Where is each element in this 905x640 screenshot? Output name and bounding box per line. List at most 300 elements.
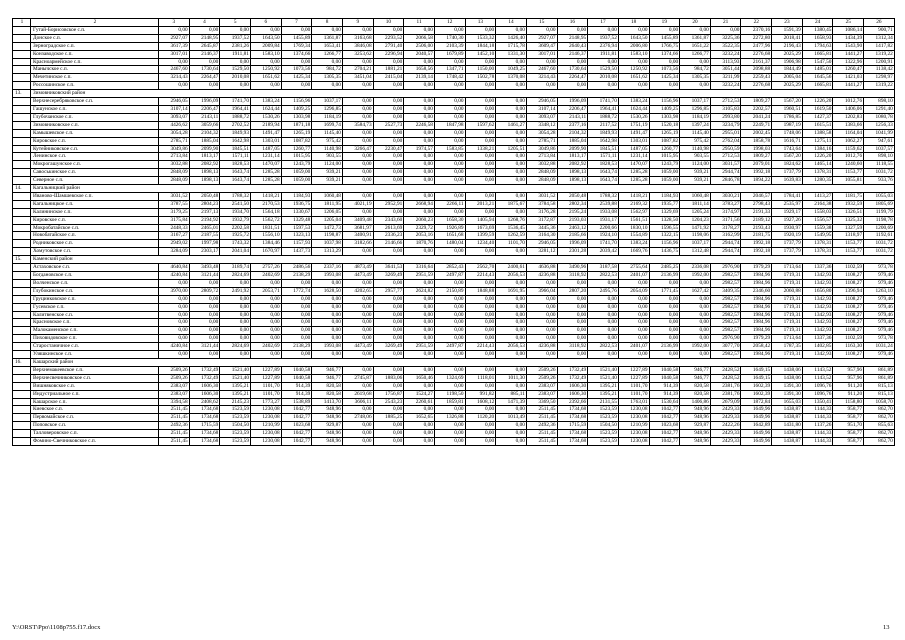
value-cell: 0,00: [496, 177, 527, 185]
value-cell: 2056,53: [496, 343, 527, 351]
value-cell: 3681,97: [342, 224, 373, 232]
value-cell: 1470,07: [618, 161, 649, 169]
value-cell: 1993,08: [312, 343, 343, 351]
value-cell: 0,00: [404, 113, 435, 121]
value-cell: 3232,24: [710, 82, 741, 90]
value-cell: 1639,83: [772, 177, 803, 185]
value-cell: 0,00: [618, 82, 649, 90]
value-cell: 1643,74: [588, 177, 619, 185]
value-cell: 3031,57: [710, 161, 741, 169]
value-cell: 1987,19: [772, 121, 803, 129]
value-cell: 0,00: [710, 26, 741, 34]
value-cell: 2429,33: [710, 414, 741, 422]
value-cell: 0,00: [465, 248, 496, 256]
value-cell: 973,78: [864, 335, 895, 343]
value-cell: 2511,45: [526, 438, 557, 446]
value-cell: 1734,68: [189, 430, 220, 438]
value-cell: 1200,69: [864, 224, 895, 232]
value-cell: 0,00: [250, 311, 281, 319]
value-cell: 3032,88: [526, 161, 557, 169]
value-cell: 0,00: [404, 295, 435, 303]
value-cell: 1658,93: [802, 34, 833, 42]
value-cell: 1927,26: [772, 216, 803, 224]
value-cell: 3105,83: [710, 105, 741, 113]
value-cell: 0,00: [465, 303, 496, 311]
value-cell: 1455,89: [281, 34, 312, 42]
value-cell: 0,00: [618, 303, 649, 311]
value-cell: 0,00: [465, 406, 496, 414]
settlement-name: Глубокинское с.п.: [31, 287, 159, 295]
value-cell: 820,58: [312, 390, 343, 398]
value-cell: 1984,96: [741, 311, 772, 319]
table-row: [13, 311, 895, 319]
value-cell: 1523,59: [220, 438, 251, 446]
value-cell: 958,77: [833, 430, 864, 438]
value-cell: 1763,01: [618, 398, 649, 406]
value-cell: 0,00: [465, 153, 496, 161]
value-cell: 0,00: [189, 82, 220, 90]
value-cell: 1734,68: [189, 406, 220, 414]
row-number: [13, 303, 31, 311]
row-number: [13, 382, 31, 390]
value-cell: 2511,45: [526, 430, 557, 438]
value-cell: 0,00: [404, 98, 435, 106]
value-cell: 1143,52: [802, 366, 833, 374]
value-cell: 1243,79: [281, 161, 312, 169]
value-cell: 2944,74: [710, 248, 741, 256]
value-cell: 1378,31: [802, 169, 833, 177]
row-number: [13, 74, 31, 82]
value-cell: 2539,88: [588, 200, 619, 208]
value-cell: 1055,03: [864, 192, 895, 200]
value-cell: 2276,68: [741, 82, 772, 90]
value-cell: 3522,35: [710, 42, 741, 50]
value-cell: 1342,93: [802, 311, 833, 319]
value-cell: 0,00: [496, 98, 527, 106]
value-cell: 0,00: [373, 430, 404, 438]
value-cell: 0,00: [281, 82, 312, 90]
table-row: [13, 351, 895, 359]
value-cell: 1523,59: [588, 406, 619, 414]
value-cell: 1073,56: [649, 66, 680, 74]
value-cell: 2266,11: [434, 200, 465, 208]
value-cell: 1769,34: [281, 42, 312, 50]
district-name: Кагальницкий район: [31, 185, 895, 193]
value-cell: 0,00: [680, 351, 711, 359]
value-cell: 1679,89: [434, 50, 465, 58]
table-row: [13, 74, 895, 82]
value-cell: 1060,48: [680, 192, 711, 200]
value-cell: 0,00: [434, 295, 465, 303]
value-cell: 0,00: [250, 295, 281, 303]
value-cell: 2679,09: [710, 398, 741, 406]
value-cell: 1732,49: [557, 366, 588, 374]
value-cell: 0,00: [588, 26, 619, 34]
value-cell: 0,00: [649, 82, 680, 90]
value-cell: 2807,20: [557, 287, 588, 295]
value-cell: 1342,93: [802, 303, 833, 311]
value-cell: 1205,04: [312, 216, 343, 224]
table-row: [13, 303, 895, 311]
value-cell: 2370,16: [741, 26, 772, 34]
page-number: 13: [883, 624, 890, 631]
value-cell: 1751,19: [618, 121, 649, 129]
value-cell: 1485,01: [802, 66, 833, 74]
value-cell: 1898,13: [557, 177, 588, 185]
value-cell: 0,00: [250, 335, 281, 343]
value-cell: 2944,74: [710, 169, 741, 177]
value-cell: 1656,80: [802, 287, 833, 295]
value-cell: 1108,27: [833, 327, 864, 335]
row-number: [13, 82, 31, 90]
value-cell: 1993,08: [312, 272, 343, 280]
table-row: [13, 26, 895, 34]
value-cell: 0,00: [281, 279, 312, 287]
value-cell: 1230,08: [618, 430, 649, 438]
value-cell: 0,00: [220, 295, 251, 303]
settlement-name: Малокаменское с.п.: [31, 327, 159, 335]
value-cell: 1523,59: [220, 414, 251, 422]
value-cell: 3451,04: [342, 74, 373, 82]
value-cell: 1041,99: [864, 129, 895, 137]
value-cell: 0,00: [557, 351, 588, 359]
value-cell: 2809,72: [189, 287, 220, 295]
value-cell: 1719,31: [772, 319, 803, 327]
value-cell: 0,00: [159, 26, 190, 34]
value-cell: 1719,31: [772, 303, 803, 311]
value-cell: 1602,39: [741, 382, 772, 390]
value-cell: 3394,58: [159, 398, 190, 406]
settlement-name: Гутай-Борисовское с.п.: [31, 26, 159, 34]
value-cell: 2187,55: [189, 232, 220, 240]
settlement-name: Индустриальное с.п.: [31, 390, 159, 398]
value-cell: 0,00: [189, 319, 220, 327]
value-cell: 2104,32: [189, 129, 220, 137]
value-cell: 0,00: [465, 335, 496, 343]
value-cell: 0,00: [680, 303, 711, 311]
value-cell: 0,00: [496, 192, 527, 200]
value-cell: 1303,98: [649, 113, 680, 121]
value-cell: 3118,92: [557, 272, 588, 280]
value-cell: 0,00: [465, 26, 496, 34]
value-cell: 2467,60: [159, 66, 190, 74]
value-cell: 0,00: [342, 422, 373, 430]
value-cell: 0,00: [404, 58, 435, 66]
value-cell: 2757,26: [250, 264, 281, 272]
column-number: 26: [864, 19, 895, 27]
value-cell: 0,00: [373, 208, 404, 216]
value-cell: 0,00: [557, 279, 588, 287]
value-cell: 0,00: [189, 303, 220, 311]
value-cell: 1227,89: [250, 366, 281, 374]
value-cell: 946,77: [680, 374, 711, 382]
value-cell: 1153,77: [833, 248, 864, 256]
value-cell: 1934,70: [220, 208, 251, 216]
value-cell: 948,96: [312, 438, 343, 446]
row-number: [13, 343, 31, 351]
value-cell: 1624,44: [618, 105, 649, 113]
value-cell: 1012,76: [833, 98, 864, 106]
value-cell: 1062,27: [833, 137, 864, 145]
value-cell: 948,96: [312, 406, 343, 414]
value-cell: 820,58: [312, 382, 343, 390]
value-cell: 1898,13: [189, 169, 220, 177]
column-number: 1: [13, 19, 31, 27]
value-cell: 0,00: [342, 161, 373, 169]
value-cell: 0,00: [557, 82, 588, 90]
value-cell: 0,00: [465, 327, 496, 335]
settlement-name: Красноармейское с.п.: [31, 58, 159, 66]
value-cell: 0,00: [220, 327, 251, 335]
value-cell: 4473,49: [342, 272, 373, 280]
value-cell: 929,87: [312, 422, 343, 430]
value-cell: 0,00: [465, 351, 496, 359]
value-cell: 2624,82: [404, 287, 435, 295]
value-cell: 1828,53: [220, 161, 251, 169]
table-row: [13, 145, 895, 153]
value-cell: 0,00: [588, 351, 619, 359]
value-cell: 3049,86: [526, 145, 557, 153]
table-row: [13, 422, 895, 430]
value-cell: 3348,12: [526, 121, 557, 129]
value-cell: 1562,97: [618, 208, 649, 216]
column-number: 25: [833, 19, 864, 27]
table-row: [13, 430, 895, 438]
value-cell: 0,00: [496, 438, 527, 446]
row-number: [13, 240, 31, 248]
settlement-name: Кутейниковское с.п.: [31, 145, 159, 153]
value-cell: 0,00: [496, 208, 527, 216]
value-cell: 3164,30: [526, 232, 557, 240]
settlement-name: Верхнесвечниковское с.п.: [31, 374, 159, 382]
table-row: [13, 82, 895, 90]
section-number: 13.: [13, 90, 31, 98]
settlement-name: Иваново-Шамшевское с.п.: [31, 192, 159, 200]
value-cell: 3187,58: [588, 264, 619, 272]
value-cell: 1013,49: [496, 414, 527, 422]
value-cell: 2509,26: [159, 374, 190, 382]
value-cell: 1824,62: [772, 161, 803, 169]
value-cell: 0,00: [526, 303, 557, 311]
value-cell: 2185,66: [557, 232, 588, 240]
row-number: [13, 137, 31, 145]
value-cell: 2408,62: [189, 398, 220, 406]
value-cell: 1652,65: [404, 414, 435, 422]
value-cell: 0,00: [526, 279, 557, 287]
value-cell: 3400,91: [342, 232, 373, 240]
value-cell: 4426,62: [159, 121, 190, 129]
value-cell: 1156,96: [649, 240, 680, 248]
value-cell: 2259,43: [741, 74, 772, 82]
value-cell: 1602,39: [741, 390, 772, 398]
value-cell: 2712,53: [710, 153, 741, 161]
value-cell: 0,00: [465, 311, 496, 319]
value-cell: 1773,27: [250, 398, 281, 406]
value-cell: 0,00: [526, 58, 557, 66]
value-cell: 1181,75: [833, 192, 864, 200]
value-cell: 1040,58: [649, 366, 680, 374]
value-cell: 0,00: [342, 98, 373, 106]
value-cell: 1280,35: [802, 177, 833, 185]
value-cell: 1649,15: [741, 374, 772, 382]
value-cell: 2010,08: [220, 74, 251, 82]
value-cell: 3214,43: [159, 74, 190, 82]
value-cell: 1101,70: [496, 240, 527, 248]
value-cell: 0,00: [649, 319, 680, 327]
value-cell: 1438,87: [772, 414, 803, 422]
value-cell: 2982,57: [710, 351, 741, 359]
value-cell: 0,00: [465, 438, 496, 446]
value-cell: 0,00: [312, 58, 343, 66]
value-cell: 1438,06: [772, 366, 803, 374]
value-cell: 1145,40: [312, 129, 343, 137]
value-cell: 1260,77: [649, 145, 680, 153]
value-cell: 1399,59: [465, 232, 496, 240]
row-number: [13, 319, 31, 327]
value-cell: 3970,00: [159, 287, 190, 295]
value-cell: 1413,27: [802, 192, 833, 200]
settlement-name: Вишняковское с.п.: [31, 382, 159, 390]
value-cell: 1184,19: [312, 113, 343, 121]
value-cell: 914,39: [649, 382, 680, 390]
column-number: 10: [373, 19, 404, 27]
value-cell: 3232,24: [710, 50, 741, 58]
value-cell: 3176,28: [526, 208, 557, 216]
value-cell: 3178,27: [710, 224, 741, 232]
value-cell: 2497,87: [434, 272, 465, 280]
value-cell: 2704,21: [342, 66, 373, 74]
value-cell: 1101,70: [618, 390, 649, 398]
value-cell: 3846,08: [342, 42, 373, 50]
value-cell: 1924,10: [588, 232, 619, 240]
value-cell: 0,00: [557, 26, 588, 34]
value-cell: 2509,26: [526, 374, 557, 382]
value-cell: 2099,90: [189, 145, 220, 153]
value-cell: 2506,00: [404, 42, 435, 50]
value-cell: 1285,28: [250, 169, 281, 177]
value-cell: 1627,42: [680, 287, 711, 295]
value-cell: 1031,72: [864, 169, 895, 177]
value-cell: 3182,66: [342, 240, 373, 248]
value-cell: 3369,50: [526, 398, 557, 406]
value-cell: 2463,12: [557, 224, 588, 232]
value-cell: 1562,72: [250, 216, 281, 224]
value-cell: 2477,96: [741, 42, 772, 50]
column-number: 15: [526, 19, 557, 27]
value-cell: 1265,19: [649, 129, 680, 137]
value-cell: 1875,67: [496, 200, 527, 208]
value-cell: 957,96: [833, 374, 864, 382]
value-cell: 1037,17: [680, 240, 711, 248]
value-cell: 0,00: [373, 327, 404, 335]
value-cell: 1504,50: [588, 422, 619, 430]
value-cell: 0,00: [281, 335, 312, 343]
settlement-name: Уляшкинское с.п.: [31, 351, 159, 359]
value-cell: 2189,12: [741, 216, 772, 224]
value-cell: 3118,92: [557, 343, 588, 351]
value-cell: 4021,19: [342, 200, 373, 208]
value-cell: 1715,59: [189, 422, 220, 430]
value-cell: 1205,24: [680, 208, 711, 216]
value-cell: 0,00: [342, 153, 373, 161]
value-cell: 2146,37: [557, 50, 588, 58]
value-cell: 0,00: [526, 311, 557, 319]
value-cell: 2082,92: [189, 161, 220, 169]
value-cell: 1556,10: [250, 232, 281, 240]
value-cell: 1323,13: [281, 232, 312, 240]
value-cell: 2429,33: [710, 430, 741, 438]
value-cell: 0,00: [434, 26, 465, 34]
value-cell: 991,82: [465, 390, 496, 398]
value-cell: 0,00: [373, 311, 404, 319]
value-cell: 1788,32: [588, 192, 619, 200]
value-cell: 1124,00: [312, 161, 343, 169]
value-cell: 2381,76: [710, 382, 741, 390]
row-number: [13, 121, 31, 129]
value-cell: 1619,50: [802, 105, 833, 113]
column-number: 16: [557, 19, 588, 27]
value-cell: 1649,96: [741, 438, 772, 446]
value-cell: 1504,50: [220, 422, 251, 430]
value-cell: 0,00: [618, 319, 649, 327]
value-cell: 2138,29: [281, 272, 312, 280]
value-cell: 2422,26: [710, 422, 741, 430]
row-number: [13, 279, 31, 287]
value-cell: 0,00: [312, 303, 343, 311]
value-cell: 0,00: [434, 303, 465, 311]
value-cell: 0,00: [557, 327, 588, 335]
value-cell: 1538,89: [281, 398, 312, 406]
value-cell: 1974,57: [404, 145, 435, 153]
value-cell: 2381,76: [710, 390, 741, 398]
row-number: [13, 113, 31, 121]
column-number: 5: [220, 19, 251, 27]
value-cell: 1699,74: [312, 121, 343, 129]
value-cell: 2511,45: [159, 406, 190, 414]
value-cell: 1642,98: [588, 137, 619, 145]
table-row: [13, 264, 895, 272]
settlement-name: Кашарское с.п.: [31, 398, 159, 406]
value-cell: 1455,89: [649, 34, 680, 42]
value-cell: 4202,65: [342, 287, 373, 295]
value-cell: 1461,27: [496, 121, 527, 129]
table-row: [13, 248, 895, 256]
value-cell: 0,00: [404, 319, 435, 327]
column-number: 11: [404, 19, 435, 27]
value-cell: 0,00: [618, 295, 649, 303]
settlement-name: Волченское с.п.: [31, 279, 159, 287]
table-row: [13, 327, 895, 335]
table-row: [13, 216, 895, 224]
value-cell: 2527,73: [373, 121, 404, 129]
value-cell: 1145,40: [680, 129, 711, 137]
value-cell: 1305,35: [312, 74, 343, 82]
value-cell: 1158,80: [833, 398, 864, 406]
value-cell: 2401,07: [618, 272, 649, 280]
value-cell: 958,77: [833, 414, 864, 422]
value-cell: 0,00: [159, 58, 190, 66]
value-cell: 0,00: [526, 335, 557, 343]
value-cell: 1413,70: [312, 398, 343, 406]
value-cell: 2429,33: [710, 406, 741, 414]
value-cell: 0,00: [496, 295, 527, 303]
value-cell: 1230,08: [250, 430, 281, 438]
value-cell: 1992,18: [741, 248, 772, 256]
row-number: [13, 264, 31, 272]
value-cell: 948,96: [312, 430, 343, 438]
value-cell: 0,00: [404, 248, 435, 256]
value-cell: 1150,00: [465, 66, 496, 74]
